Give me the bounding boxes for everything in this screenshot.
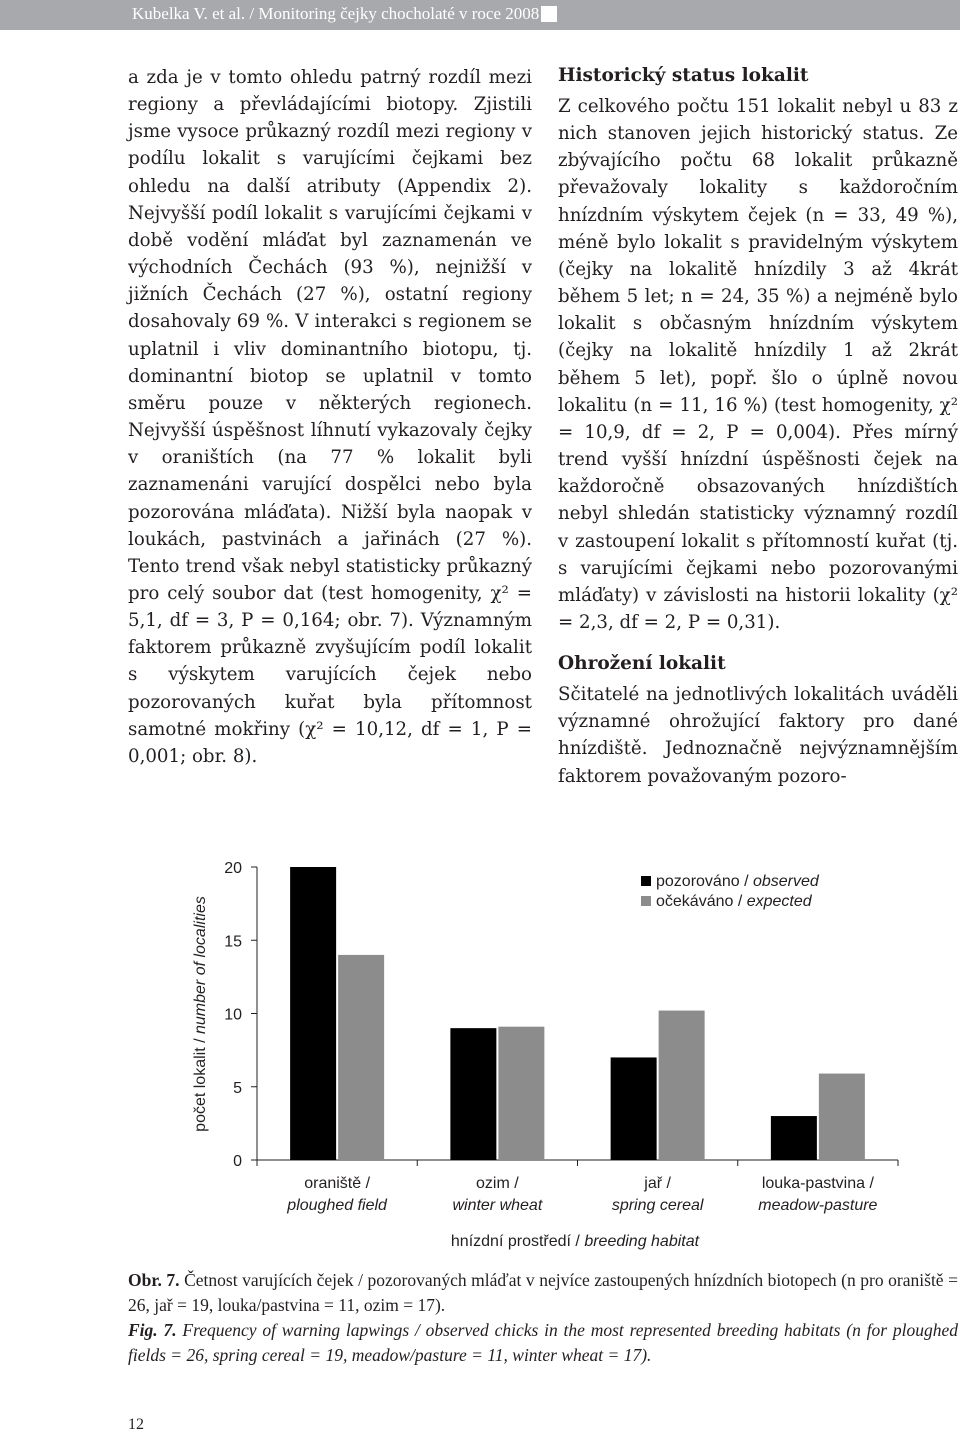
y-tick-label: 20 bbox=[224, 860, 242, 877]
section-heading-threats: Ohrožení lokalit bbox=[558, 653, 726, 675]
x-axis-title: hnízdní prostředí / breeding habitat bbox=[450, 1233, 700, 1250]
caption-czech-label: Obr. 7. bbox=[128, 1270, 180, 1290]
section-text-threats: Sčitatelé na jednotlivých lokalitách uváděli významné ohrožující faktory pro dané hnízdiště. Jednoznačně nejvýznamnějším faktorem považovaným pozoro- bbox=[558, 684, 958, 787]
x-tick-label: ploughed field bbox=[287, 1197, 387, 1214]
bar bbox=[290, 867, 336, 1160]
legend-label: pozorováno / observed bbox=[656, 873, 819, 890]
bar bbox=[771, 1116, 817, 1160]
y-tick-label: 10 bbox=[224, 1006, 242, 1024]
legend-label: očekáváno / expected bbox=[656, 893, 812, 910]
page-number: 12 bbox=[128, 1416, 144, 1433]
right-column bbox=[558, 62, 958, 790]
y-tick-label: 5 bbox=[233, 1079, 242, 1097]
bar bbox=[338, 955, 384, 1160]
x-tick-label: spring cereal bbox=[611, 1197, 704, 1214]
running-header bbox=[0, 0, 960, 30]
legend-swatch bbox=[641, 896, 651, 906]
section-heading-historical-status: Historický status lokalit bbox=[558, 65, 809, 86]
left-column bbox=[128, 64, 532, 770]
figure-caption bbox=[128, 1268, 958, 1368]
caption-czech bbox=[128, 1268, 958, 1318]
section-text-historical-status: Z celkového počtu 151 lokalit nebyl u 83 z nich stanoven jejich historický status. Ze zbývajícího počtu 68 lokalit průkazně převažovaly lokality s každoročním hnízdním výskytem čejek (n = 33, 49 %), méně bylo lokalit s pravidelným výskytem (čejky na lokalitě hnízdily 3 až 4krát během 5 let; n = 24, 35 %) a nejméně bylo lokalit s občasným hnízdním výskytem (čejky na lokalitě hnízdily 1 až 2krát během 5 let), popř. šlo o úplně novou lokalitu (n = 11, 16 %) (test homogenity, χ² = 10,9, df = 2, P = 0,004). Přes mírný trend vyšší hnízdní úspěšnosti čejek na každoročně obsazovaných hnízdištích nebyl shledán statisticky významný rozdíl v zastoupení lokalit s přítomností kuřat (tj. s varujícími čejkami nebo pozorovanými mláďaty) v závislosti na historii lokality (χ² = 2,3, df = 2, P = 0,31). bbox=[558, 96, 958, 633]
left-column-paragraph: a zda je v tomto ohledu patrný rozdíl mezi regiony a převládajícími biotopy. Zjistili jsme vysoce průkazný rozdíl mezi regiony v podílu lokalit s varujícími čejkami bez ohledu na další atributy (Appendix 2). Nejvyšší podíl lokalit s varujícími čejkami v době vodění mláďat byl zaznamenán ve východních Čechách (93 %), nejnižší v jižních Čechách (27 %), ostatní regiony dosahovaly 69 %. V interakci s regionem se uplatnil i vliv dominantního biotopu, tj. dominantní biotop se uplatnil v tomto směru pouze v některých regionech. Nejvyšší úspěšnost líhnutí vykazovaly čejky v oraništích (na 77 % lokalit byli zaznamenáni varující dospělci nebo byla pozorována mláďata). Nižší byla naopak v loukách, pastvinách a jařinách (27 %). Tento trend však nebyl statisticky průkazný pro celý soubor dat (test homogenity, χ² = 5,1, df = 3, P = 0,164; obr. 7). Významným faktorem průkazně zvyšujícím podíl lokalit s výskytem varujících čejek nebo pozorovaných kuřat byla přítomnost samotné mokřiny (χ² = 10,12, df = 1, P = 0,001; obr. 8). bbox=[128, 67, 532, 767]
bar bbox=[498, 1027, 544, 1160]
legend-swatch bbox=[641, 876, 651, 886]
caption-english-label: Fig. 7. bbox=[128, 1320, 177, 1340]
caption-english-text: Frequency of warning lapwings / observed chicks in the most represented breeding habitats (n for ploughed fields = 26, spring cereal = 19, meadow/pasture = 11, winter wheat = 17). bbox=[128, 1320, 958, 1365]
x-tick-label: ozim / bbox=[476, 1175, 519, 1192]
y-tick-label: 0 bbox=[233, 1153, 242, 1170]
header-square-mark bbox=[541, 6, 557, 22]
x-tick-label: meadow-pasture bbox=[758, 1197, 878, 1214]
x-tick-label: winter wheat bbox=[452, 1197, 543, 1214]
x-tick-label: oraniště / bbox=[304, 1175, 371, 1192]
bar bbox=[659, 1011, 705, 1160]
caption-english bbox=[128, 1318, 958, 1368]
y-axis-title: počet lokalit / number of localities bbox=[192, 896, 209, 1132]
bar bbox=[819, 1074, 865, 1160]
running-head-text: Kubelka V. et al. / Monitoring čejky chocholaté v roce 2008 bbox=[132, 4, 540, 23]
figure-7-chart bbox=[0, 850, 960, 1260]
x-tick-label: louka-pastvina / bbox=[761, 1175, 874, 1192]
y-tick-label: 15 bbox=[224, 933, 242, 951]
bar bbox=[450, 1028, 496, 1160]
bar-chart-svg bbox=[0, 850, 960, 1260]
bar bbox=[611, 1057, 657, 1160]
x-tick-label: jař / bbox=[644, 1175, 671, 1192]
caption-czech-text: Četnost varujících čejek / pozorovaných mláďat v nejvíce zastoupených hnízdních biotopech (n pro oraniště = 26, jař = 19, louka/pastvina = 11, ozim = 17). bbox=[128, 1270, 958, 1315]
